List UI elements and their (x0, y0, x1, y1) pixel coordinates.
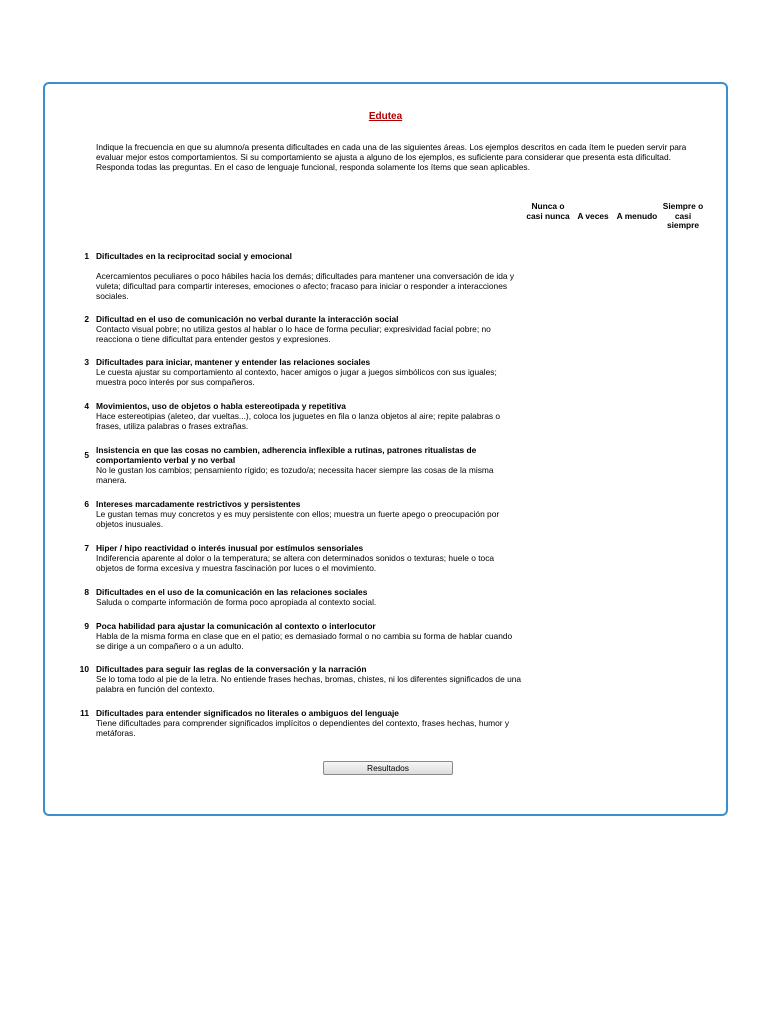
item-description: Indiferencia aparente al dolor o la temperatura; se altera con determinados sonidos o texturas; huele o toca objetos de forma excesiva y muestra fascinación por luces o el movimiento. (96, 553, 495, 573)
item-title: Dificultades en la reciprocitad social y emocional (96, 251, 292, 261)
item-number: 11 (80, 708, 89, 718)
item-description: Tiene dificultades para comprender significados implícitos o dependientes del contexto, frases hechas, humor y metáforas. (96, 718, 510, 738)
results-button[interactable]: Resultados (323, 761, 453, 775)
item-number: 9 (84, 621, 89, 631)
item-number: 6 (84, 499, 89, 509)
item-title: Dificultades para iniciar, mantener y entender las relaciones sociales (96, 357, 371, 367)
item-title: Poca habilidad para ajustar la comunicación al contexto o interlocutor (96, 621, 376, 631)
item-number: 10 (79, 664, 89, 674)
item-number: 1 (84, 251, 89, 261)
item-description: Saluda o comparte información de forma poco apropiada al contexto social. (96, 597, 377, 607)
item-title: Dificultades para seguir las reglas de la conversación y la narración (96, 664, 367, 674)
item-title: Dificultad en el uso de comunicación no verbal durante la interacción social (96, 314, 399, 324)
item-number: 2 (84, 314, 89, 324)
item-description: Le gustan temas muy concretos y es muy persistente con ellos; muestra un fuerte apego o preocupación por objetos inusuales. (96, 509, 500, 529)
column-header-always: Siempre o casi siempre (662, 201, 704, 231)
item-description: Hace estereotipias (aleteo, dar vueltas...), coloca los juguetes en fila o lanza objetos al aire; repite palabras o frases, utiliza palabras o frases extrañas. (96, 411, 501, 431)
instructions-text: Indique la frecuencia en que su alumno/a presenta dificultades en cada una de las siguientes áreas. Los ejemplos descritos en cada ítem le pueden servir para evaluar mejor estos comportamientos. Si su comportamiento se ajusta a alguno de los ejemplos, es suficiente para considerar que presenta esta dificultad. Responda todas las preguntas. En el caso de lenguaje funcional, responda solamente los ítems que sean aplicables. (96, 142, 687, 172)
item-title: Movimientos, uso de objetos o habla estereotipada y repetitiva (96, 401, 346, 411)
item-description: Contacto visual pobre; no utiliza gestos al hablar o lo hace de forma peculiar; expresividad facial pobre; no reacciona o tiene dificultat para entender gestos y expresiones. (96, 324, 491, 344)
item-number: 7 (84, 543, 89, 553)
item-title: Dificultades en el uso de la comunicación en las relaciones sociales (96, 587, 368, 597)
item-title: Dificultades para entender significados no literales o ambiguos del lenguaje (96, 708, 399, 718)
item-description: Le cuesta ajustar su comportamiento al contexto, hacer amigos o jugar a juegos simbólicos con sus iguales; muestra poco interés por sus compañeros. (96, 367, 497, 387)
item-number: 8 (84, 587, 89, 597)
item-title: Hiper / hipo reactividad o interés inusual por estímulos sensoriales (96, 543, 364, 553)
item-number: 5 (84, 450, 89, 460)
item-description: Habla de la misma forma en clase que en el patio; es demasiado formal o no cambia su forma de hablar cuando se dirige a un compañero o a un adulto. (96, 631, 513, 651)
page-title[interactable]: Edutea (368, 111, 403, 122)
item-number: 4 (84, 401, 89, 411)
column-header-often: A menudo (616, 211, 658, 221)
item-description: Se lo toma todo al pie de la letra. No entiende frases hechas, bromas, chistes, ni los diferentes significados de una palabra en función del contexto. (96, 674, 522, 694)
questionnaire-panel (43, 82, 728, 816)
item-description: No le gustan los cambios; pensamiento rígido; es tozudo/a; necessita hacer siempre las cosas de la misma manera. (96, 465, 494, 485)
item-title: Insistencia en que las cosas no cambien, adherencia inflexible a rutinas, patrones ritualistas de comportamiento verbal y no verbal (96, 445, 477, 465)
item-title: Intereses marcadamente restrictivos y persistentes (96, 499, 301, 509)
item-description: Acercamientos peculiares o poco hábiles hacia los demás; dificultades para mantener una conversación de ida y vuleta; dificultad para compartir intereses, emociones o afecto; fracaso para iniciar o responder a interacciones sociales. (96, 271, 515, 301)
column-header-never: Nunca o casi nunca (526, 201, 570, 221)
column-header-sometimes: A veces (577, 211, 609, 221)
item-number: 3 (84, 357, 89, 367)
